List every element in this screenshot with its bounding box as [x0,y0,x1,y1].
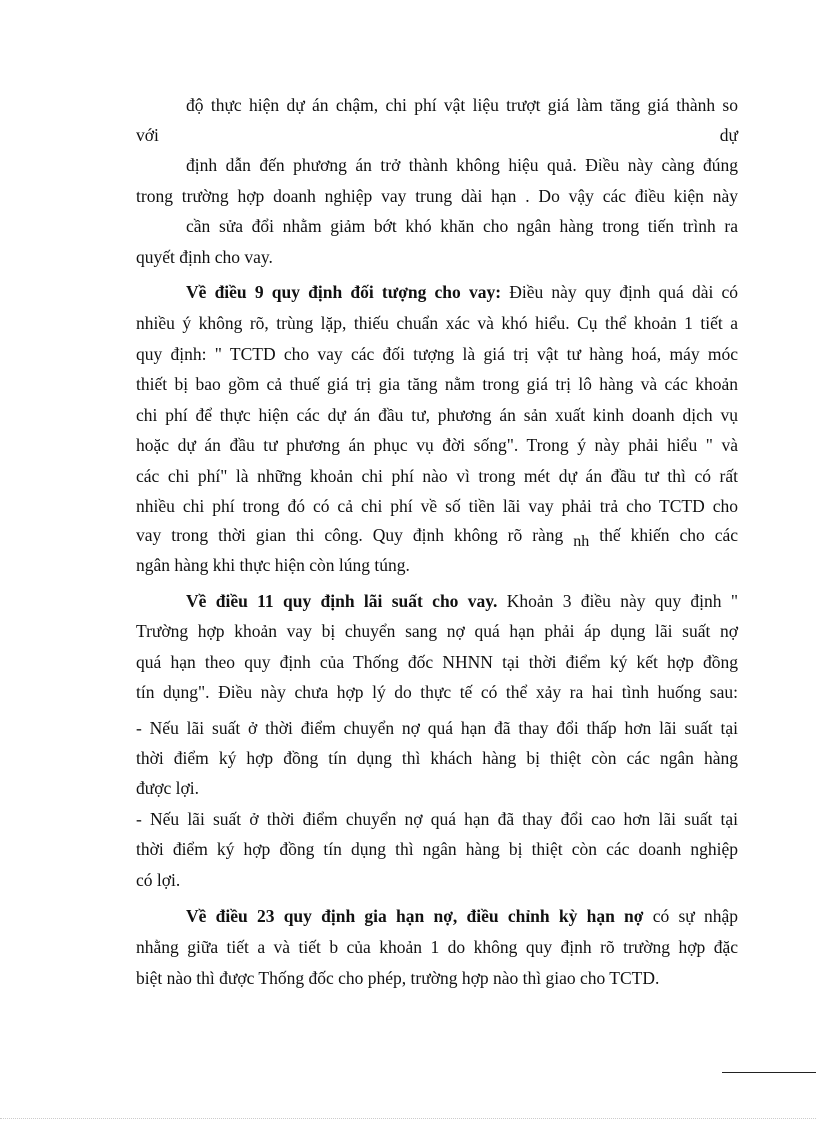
text-line: chi phí để thực hiện các dự án đầu tư, phương án sản xuất kinh doanh dịch vụ [136,405,738,425]
text-line: tín dụng". Điều này chưa hợp lý do thực tế có thể xảy ra hai tình huống sau: [136,682,738,702]
article-9-heading: Về điều 9 quy định đối tượng cho vay: [186,282,502,302]
text-line: nhằng giữa tiết a và tiết b của khoản 1 do không quy định rõ trường hợp đặc [136,937,738,957]
text-line: có lợi. [136,870,181,890]
text-line: biệt nào thì được Thống đốc cho phép, trường hợp nào thì giao cho TCTD. [136,968,660,988]
text-line: hoặc dự án đầu tư phương án phục vụ đời sống". Trong ý này phải hiểu " và [136,435,738,455]
line-end-fragment: dự [719,125,738,145]
text-line: quyết định cho vay. [136,247,273,267]
text-line: ngân hàng khi thực hiện còn lúng túng. [136,555,410,575]
line-start-fragment: với [136,125,159,145]
text-line: Trường hợp khoản vay bị chuyển sang nợ quá hạn phải áp dụng lãi suất nợ [136,621,738,641]
paragraph-lead-line: Về điều 9 quy định đối tượng cho vay: Điều này quy định quá dài có [186,282,739,302]
text-line: thiết bị bao gồm cả thuế giá trị gia tăng nằm trong giá trị lô hàng và các khoản [136,374,738,394]
text-line: thời điểm ký hợp đồng tín dụng thì ngân hàng bị thiệt còn các doanh nghiệp [136,839,738,859]
text-line: nhiều ý không rõ, trùng lặp, thiếu chuẩn xác và khó hiểu. Cụ thể khoản 1 tiết a [136,313,738,333]
text-line [136,120,738,150]
text-line: quá hạn theo quy định của Thống đốc NHNN tại thời điểm ký kết hợp đồng [136,652,738,672]
text-line: cần sửa đổi nhằm giảm bớt khó khăn cho ngân hàng trong tiến trình ra [186,216,738,236]
text-line: quy định: " TCTD cho vay các đối tượng là giá trị vật tư hàng hoá, máy móc [136,344,738,364]
text-line: nhiều chi phí trong đó có cả chi phí về số tiền lãi vay phải trả cho TCTD cho [136,496,738,516]
text-line: được lợi. [136,778,199,798]
text-line: các chi phí" là những khoản chi phí nào vì trong mét dự án đầu tư thì có rất [136,466,738,486]
text-line: định dẫn đến phương án trở thành không hiệu quả. Điều này càng đúng [186,155,738,175]
text-line: trong trường hợp doanh nghiệp vay trung dài hạn . Do vậy các điều kiện này [136,186,738,206]
page-bottom-border [0,1118,816,1119]
text-line: - Nếu lãi suất ở thời điểm chuyển nợ quá hạn đã thay đổi cao hơn lãi suất tại [136,809,738,829]
paragraph-lead-line: Về điều 11 quy định lãi suất cho vay. Khoản 3 điều này quy định " [186,591,738,611]
text-line: vay trong thời gian thi công. Quy định không rõ ràng nh thế khiến cho các [136,525,739,550]
article-11-heading: Về điều 11 quy định lãi suất cho vay. [186,591,498,611]
text-line: - Nếu lãi suất ở thời điểm chuyển nợ quá hạn đã thay đổi thấp hơn lãi suất tại [136,718,738,738]
paragraph-lead-line: Về điều 23 quy định gia hạn nợ, điều chỉnh kỳ hạn nợ có sự nhập [186,906,738,926]
text-line: thời điểm ký hợp đồng tín dụng thì khách hàng bị thiệt còn các ngân hàng [136,748,738,768]
text-line: độ thực hiện dự án chậm, chi phí vật liệu trượt giá làm tăng giá thành so [186,95,738,115]
footnote-separator [722,1072,816,1073]
subscript-fragment: nh [573,533,590,550]
article-23-heading: Về điều 23 quy định gia hạn nợ, điều chỉnh kỳ hạn nợ [186,906,644,926]
